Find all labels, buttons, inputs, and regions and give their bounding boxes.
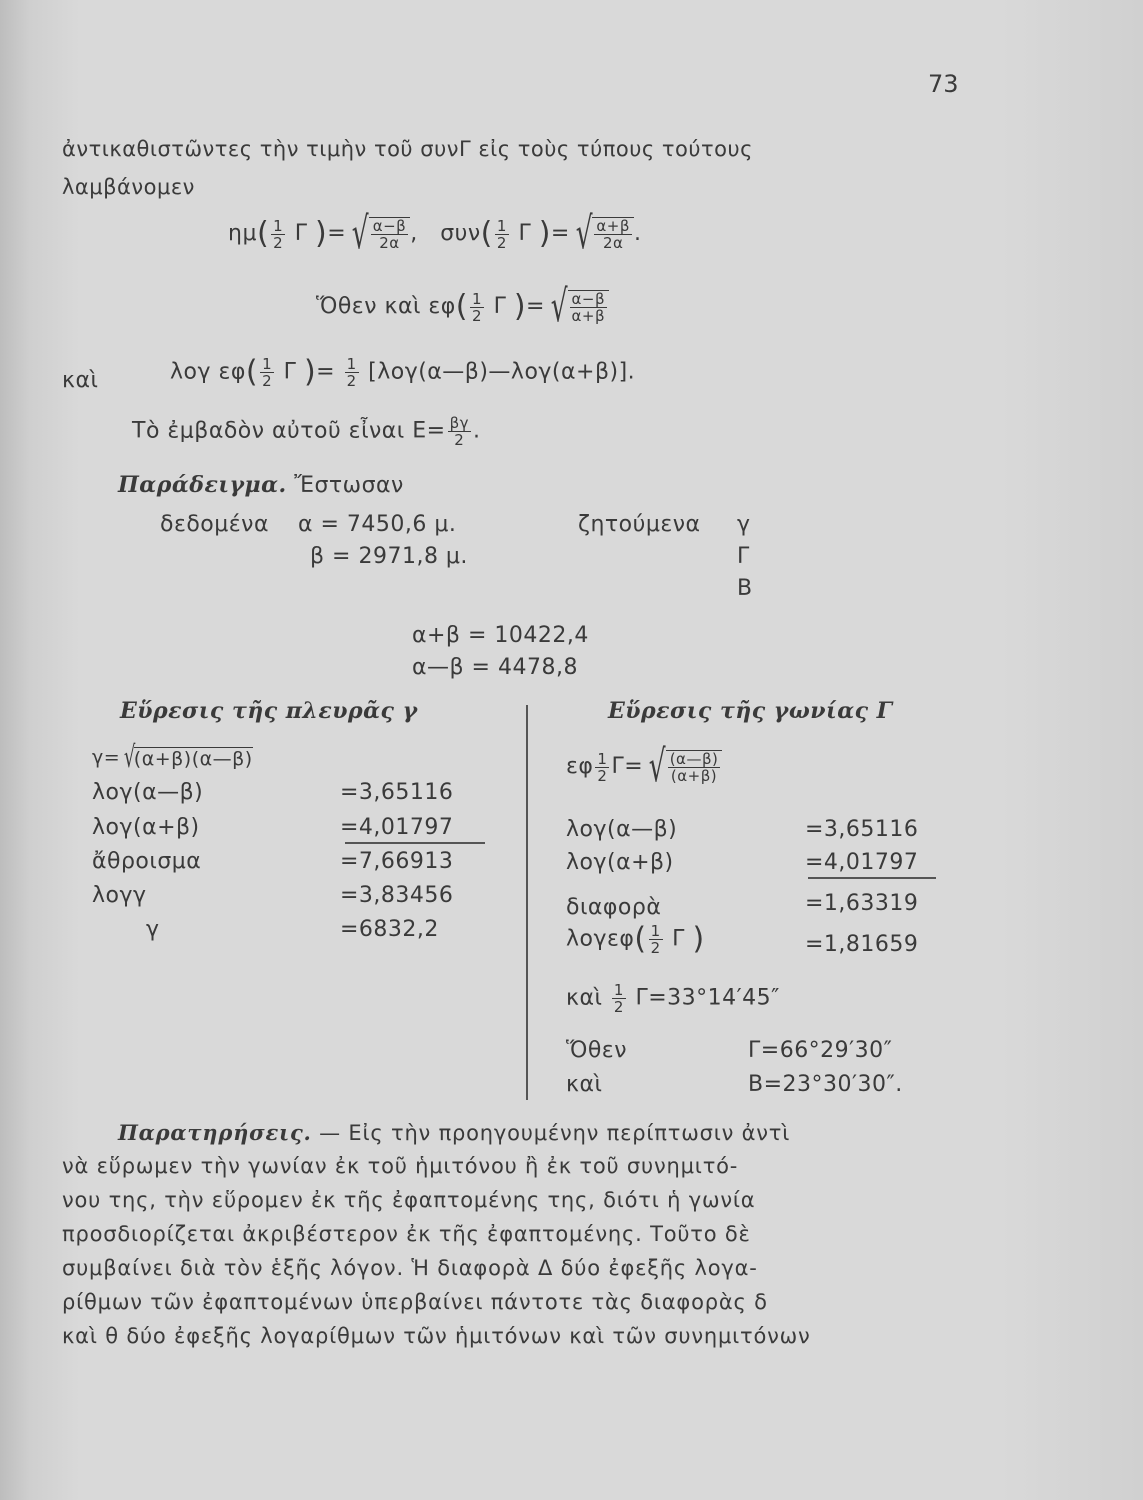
left-col-formula: γ= √ (α+β)(α—β)	[92, 740, 253, 775]
sqrt-a-minus-b-over-2a: √ α−β 2α	[346, 212, 410, 256]
right-row-label: λογ(α+β)	[566, 850, 674, 875]
diff-line: α—β = 4478,8	[412, 655, 578, 680]
left-row-label: λογ(α+β)	[92, 815, 200, 840]
formula-log-tan: λογ εφ( $\frac{1}{2}$ Γ )= $\frac{1}{2}$ [λογ(α—β)—λογ(α+β)].	[170, 354, 636, 390]
left-col-heading: Εὕρεσις τῆς πλευρᾶς γ	[120, 698, 418, 724]
left-row-label: λογγ	[92, 883, 147, 908]
sum-rule	[345, 842, 485, 844]
remarks-heading: Παρατηρήσεις.	[118, 1120, 312, 1145]
remarks-line-1: Παρατηρήσεις. — Εἰς τὴν προηγουμένην περίπτωσιν ἀντὶ	[118, 1120, 791, 1145]
kai-label: καὶ	[566, 1072, 603, 1097]
right-col-formula: εφ $\frac{1}{2}$ Γ= √ (α—β) (α+β)	[566, 745, 722, 789]
fraction-half: $\frac{1}{2}$	[273, 216, 284, 252]
gamma-result: Γ=66°29′30″	[748, 1038, 893, 1063]
area-formula: Τὸ ἐμβαδὸν αὐτοῦ εἶναι Ε= $\frac{\beta\gamma}{2}$ .	[132, 414, 481, 449]
page-number: 73	[928, 70, 959, 98]
formula-tan-half: Ὅθεν καὶ εφ( $\frac{1}{2}$ Γ )= √ α−β α+β	[316, 285, 609, 329]
given-label: δεδομένα	[160, 512, 269, 537]
left-row-label: λογ(α—β)	[92, 780, 204, 805]
remarks-line: ρίθμων τῶν ἐφαπτομένων ὑπερβαίνει πάντοτε τὰς διαφορὰς δ	[62, 1290, 768, 1314]
right-row-log-tan: λογεφ( $\frac{1}{2}$ Γ )	[566, 921, 705, 957]
hm-label: ημ	[228, 221, 257, 246]
left-row-value: =4,01797	[340, 815, 454, 840]
given-a: α = 7450,6 μ.	[298, 512, 457, 537]
formula-hm-syn: ημ( $\frac{1}{2}$ Γ )= √ α−β 2α , συν( $\frac{1}{2}$ Γ )= √ α+β 2α .	[228, 208, 642, 259]
sought-beta-angle: Β	[737, 576, 753, 601]
left-row-label: ἄθροισμα	[92, 849, 202, 874]
intro-line-1: ἀντικαθιστῶντες τὴν τιμὴν τοῦ συνΓ εἰς τοὺς τύπους τούτους	[62, 137, 753, 161]
remarks-line: νου της, τὴν εὕρομεν ἐκ τῆς ἐφαπτομένης της, διότι ἡ γωνία	[62, 1188, 756, 1212]
b-result: Β=23°30′30″.	[748, 1072, 903, 1097]
left-row-value: =3,83456	[340, 883, 454, 908]
right-row-value: =1,63319	[805, 891, 919, 916]
sought-gamma-side: γ	[737, 512, 751, 537]
label-kai: καὶ	[62, 368, 99, 393]
remarks-line: νὰ εὕρωμεν τὴν γωνίαν ἐκ τοῦ ἡμιτόνου ἢ ἐκ τοῦ συνημιτό-	[62, 1154, 739, 1178]
syn-label: συν	[440, 221, 481, 246]
half-gamma-result: καὶ $\frac{1}{2}$ Γ=33°14′45″	[566, 981, 780, 1016]
given-b: β = 2971,8 μ.	[310, 544, 468, 569]
intro-line-2: λαμβάνομεν	[62, 175, 195, 199]
othen-label: Ὅθεν	[566, 1038, 627, 1063]
sought-label: ζητούμενα	[578, 512, 701, 537]
left-row-value: =6832,2	[340, 917, 439, 942]
example-heading-line	[118, 472, 404, 498]
right-row-label: διαφορὰ	[566, 895, 662, 920]
remarks-line: προσδιορίζεται ἀκριβέστερον ἐκ τῆς ἐφαπτομένης. Τοῦτο δὲ	[62, 1222, 751, 1246]
example-heading: Παράδειγμα.	[118, 472, 287, 498]
sum-line: α+β = 10422,4	[412, 623, 589, 648]
right-row-value: =4,01797	[805, 850, 919, 875]
right-row-value: =3,65116	[805, 817, 919, 842]
example-estosan: Ἔστωσαν	[294, 473, 404, 498]
column-divider	[526, 705, 528, 1100]
right-col-heading: Εὕρεσις τῆς γωνίας Γ	[608, 698, 893, 724]
sqrt-a-plus-b-over-2a: √ α+β 2α	[570, 212, 634, 256]
left-row-value: =3,65116	[340, 780, 454, 805]
right-row-label: λογ(α—β)	[566, 817, 678, 842]
left-row-value: =7,66913	[340, 849, 454, 874]
right-row-value: =1,81659	[805, 932, 919, 957]
remarks-line: καὶ θ δύο ἐφεξῆς λογαρίθμων τῶν ἡμιτόνων καὶ τῶν συνημιτόνων	[62, 1324, 811, 1348]
remarks-line: συμβαίνει διὰ τὸν ἑξῆς λόγον. Ἡ διαφορὰ Δ δύο ἐφεξῆς λογα-	[62, 1256, 758, 1280]
sought-gamma-angle: Γ	[737, 544, 750, 569]
left-row-label: γ	[146, 917, 160, 942]
difference-rule	[808, 877, 936, 879]
